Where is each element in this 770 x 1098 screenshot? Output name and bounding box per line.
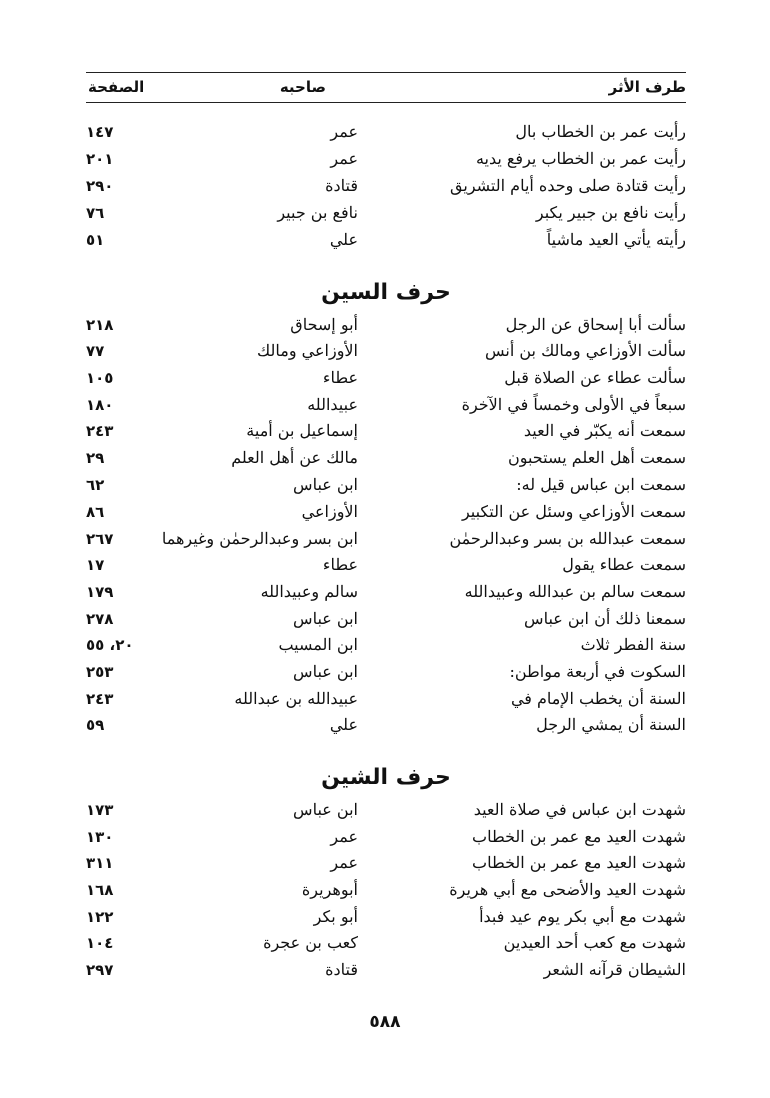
index-row: [86, 313, 686, 340]
header-page: الصفحة: [88, 78, 145, 96]
page-ref: ١٠٤: [86, 934, 114, 952]
narrator: ابن عباس: [293, 662, 358, 681]
hadith-phrase: سبعاً في الأولى وخمساً في الآخرة: [461, 395, 686, 414]
index-row: [86, 798, 686, 825]
page-ref: ٢٠، ٥٥: [86, 636, 134, 654]
page-ref: ١٣٠: [86, 828, 114, 846]
hadith-phrase: سمعت الأوزاعي وسئل عن التكبير: [461, 502, 686, 521]
hadith-phrase: سألت أبا إسحاق عن الرجل: [505, 315, 686, 334]
index-row: [86, 393, 686, 420]
hadith-phrase: سمعنا ذلك أن ابن عباس: [524, 609, 686, 628]
hadith-phrase: سمعت عطاء يقول: [562, 555, 686, 574]
index-row: [86, 446, 686, 473]
hadith-phrase: رأيت قتادة صلى وحده أيام التشريق: [450, 176, 686, 195]
index-row: [86, 228, 686, 255]
header-phrase: طرف الأثر: [608, 78, 686, 96]
hadith-phrase: رأيت عمر بن الخطاب بال: [515, 122, 686, 141]
page-ref: ٣١١: [86, 854, 114, 872]
narrator: كعب بن عجرة: [263, 933, 358, 952]
narrator: سالم وعبيدالله: [260, 582, 358, 601]
index-row: [86, 905, 686, 932]
index-row: [86, 366, 686, 393]
narrator: عمر: [330, 122, 358, 141]
index-row: [86, 931, 686, 958]
page-ref: ٢٤٣: [86, 690, 114, 708]
narrator: عبيدالله: [307, 395, 358, 414]
hadith-phrase: السكوت في أربعة مواطن:: [509, 662, 686, 681]
hadith-phrase: السنة أن يمشي الرجل: [536, 715, 686, 734]
index-row: [86, 500, 686, 527]
narrator: ابن المسيب: [278, 635, 358, 654]
narrator: علي: [329, 715, 358, 734]
section-title: حرف السين: [321, 280, 451, 305]
index-row: [86, 201, 686, 228]
hadith-phrase: شهدت ابن عباس في صلاة العيد: [473, 800, 686, 819]
narrator: مالك عن أهل العلم: [231, 448, 358, 467]
index-row: [86, 419, 686, 446]
page-ref: ٢٩٧: [86, 961, 114, 979]
hadith-phrase: رأيته يأتي العيد ماشياً: [546, 230, 686, 249]
page-ref: ١٤٧: [86, 123, 114, 141]
narrator: أبو إسحاق: [290, 315, 358, 334]
narrator: أبوهريرة: [301, 880, 358, 899]
index-row: [86, 174, 686, 201]
narrator: ابن بسر وعبدالرحمٰن وغيرهما: [161, 529, 358, 548]
header-narrator: صاحبه: [279, 78, 326, 96]
index-row: [86, 713, 686, 740]
index-row: [86, 580, 686, 607]
page-ref: ٧٦: [86, 204, 105, 222]
hadith-phrase: سألت عطاء عن الصلاة قبل: [504, 368, 686, 387]
narrator: إسماعيل بن أمية: [246, 421, 358, 440]
column-header: [86, 78, 686, 100]
page-ref: ٢٩٠: [86, 177, 114, 195]
page-ref: ٢٧٨: [86, 610, 114, 628]
narrator: علي: [329, 230, 358, 249]
narrator: ابن عباس: [293, 475, 358, 494]
index-row: [86, 958, 686, 985]
hadith-phrase: شهدت مع أبي بكر يوم عيد فبدأ: [479, 907, 686, 926]
narrator: أبو بكر: [313, 907, 358, 926]
page-ref: ١٦٨: [86, 881, 114, 899]
index-row: [86, 120, 686, 147]
index-row: [86, 878, 686, 905]
hadith-phrase: سمعت أنه يكبّر في العيد: [523, 421, 686, 440]
page-ref: ١٢٢: [86, 908, 114, 926]
page-ref: ١٧٩: [86, 583, 114, 601]
page-ref: ٥٩: [86, 716, 105, 734]
index-row: [86, 147, 686, 174]
hadith-phrase: سمعت ابن عباس قيل له:: [516, 475, 686, 494]
narrator: قتادة: [325, 960, 358, 979]
narrator: عطاء: [322, 368, 358, 387]
narrator: نافع بن جبير: [277, 203, 358, 222]
top-rule: [86, 72, 686, 73]
page-ref: ٢٥٣: [86, 663, 114, 681]
index-row: [86, 527, 686, 554]
narrator: عمر: [330, 827, 358, 846]
index-row: [86, 633, 686, 660]
index-row: [86, 473, 686, 500]
page-ref: ١٠٥: [86, 369, 114, 387]
hadith-phrase: شهدت العيد والأضحى مع أبي هريرة: [449, 880, 686, 899]
hadith-phrase: سألت الأوزاعي ومالك بن أنس: [484, 341, 686, 360]
index-row: [86, 553, 686, 580]
narrator: قتادة: [325, 176, 358, 195]
page-ref: ٢٤٣: [86, 422, 114, 440]
index-row: [86, 607, 686, 634]
page-ref: ٢٩: [86, 449, 105, 467]
hadith-phrase: شهدت العيد مع عمر بن الخطاب: [472, 827, 686, 846]
hadith-phrase: رأيت عمر بن الخطاب يرفع يديه: [475, 149, 686, 168]
narrator: عبيدالله بن عبدالله: [234, 689, 358, 708]
page-ref: ٢٠١: [86, 150, 114, 168]
narrator: ابن عباس: [293, 800, 358, 819]
hadith-phrase: رأيت نافع بن جبير يكبر: [535, 203, 686, 222]
hadith-phrase: سمعت سالم بن عبدالله وعبيدالله: [464, 582, 686, 601]
page-ref: ٧٧: [86, 342, 105, 360]
index-row: [86, 825, 686, 852]
hadith-phrase: شهدت مع كعب أحد العيدين: [503, 933, 686, 952]
narrator: الأوزاعي ومالك: [257, 341, 358, 360]
hadith-phrase: سنة الفطر ثلاث: [580, 635, 686, 654]
hadith-phrase: شهدت العيد مع عمر بن الخطاب: [472, 853, 686, 872]
page-ref: ٢١٨: [86, 316, 114, 334]
page-ref: ١٧: [86, 556, 105, 574]
hadith-phrase: السنة أن يخطب الإمام في: [510, 689, 686, 708]
page-number: ٥٨٨: [369, 1012, 401, 1032]
index-row: [86, 687, 686, 714]
index-row: [86, 339, 686, 366]
hadith-phrase: الشيطان قرآنه الشعر: [543, 960, 686, 979]
hadith-phrase: سمعت عبدالله بن بسر وعبدالرحمٰن: [449, 529, 686, 548]
narrator: عمر: [330, 853, 358, 872]
page-ref: ٥١: [86, 231, 105, 249]
page-ref: ٦٢: [86, 476, 105, 494]
narrator: عطاء: [322, 555, 358, 574]
narrator: عمر: [330, 149, 358, 168]
section-title: حرف الشين: [321, 765, 451, 790]
narrator: ابن عباس: [293, 609, 358, 628]
index-row: [86, 851, 686, 878]
hadith-phrase: سمعت أهل العلم يستحبون: [507, 448, 686, 467]
page-ref: ١٨٠: [86, 396, 114, 414]
narrator: الأوزاعي: [301, 502, 358, 521]
page-ref: ١٧٣: [86, 801, 114, 819]
header-rule: [86, 102, 686, 103]
page-ref: ٢٦٧: [86, 530, 114, 548]
page-ref: ٨٦: [86, 503, 105, 521]
index-row: [86, 660, 686, 687]
